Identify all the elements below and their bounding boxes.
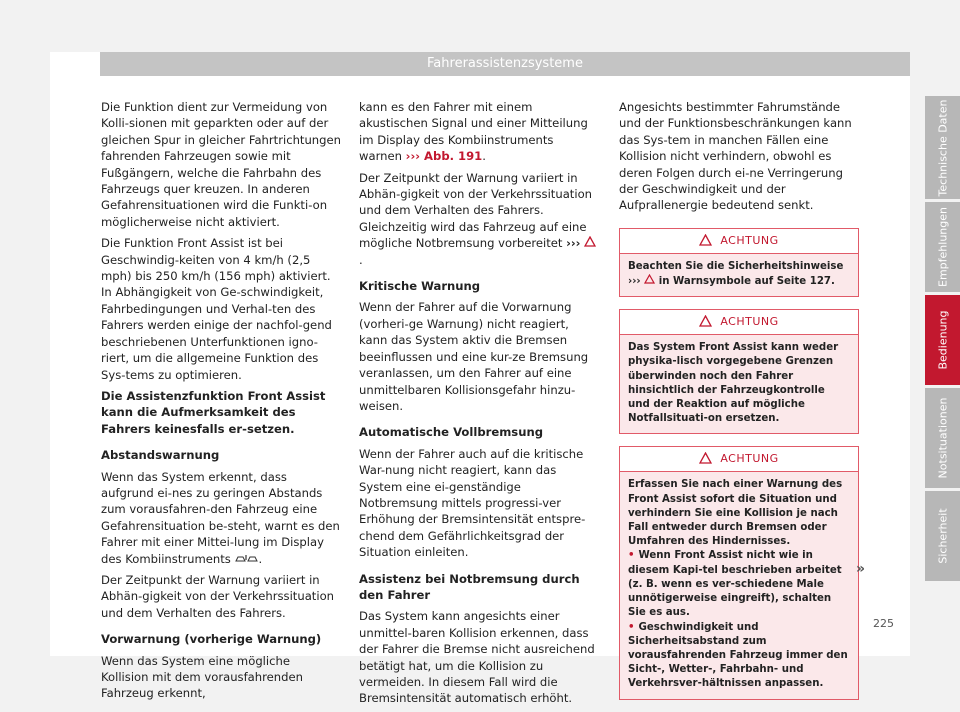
column-1	[101, 99, 341, 707]
manual-page	[50, 52, 949, 706]
warning-header	[620, 310, 858, 335]
tab-bedienung[interactable]: Bedienung	[925, 295, 960, 385]
distance-warning-icon	[235, 554, 259, 563]
warning-box	[619, 228, 859, 297]
section-heading: Vorwarnung (vorherige Warnung)	[101, 632, 322, 647]
warning-label: ACHTUNG	[720, 315, 779, 329]
bullet-item: • Wenn Front Assist nicht wie in diesem Kapi-tel beschrieben arbeitet (z. B. wenn es ver-schiedene Male unnötigerweise eingreift), schalten Sie es aus.	[628, 550, 842, 619]
warning-text	[620, 472, 858, 698]
bullet-icon: •	[628, 621, 635, 633]
continue-marker: »	[856, 561, 866, 577]
warning-header	[620, 229, 858, 254]
tab-notsituationen[interactable]: Notsituationen	[925, 388, 960, 488]
warning-triangle-icon	[699, 234, 712, 246]
paragraph: Die Funktion dient zur Vermeidung von Kolli-sionen mit geparkten oder auf der gleichen Spur in gleicher Fahrtrichtungen fahrenden Fahrzeugen sowie mit Fußgängern, welche die Fahrbahn des Fahrzeugs quer kreuzen. In anderen Gefahrensituationen wird die Funkti-on möglicherweise nicht aktiviert.	[101, 100, 341, 229]
section-heading: Kritische Warnung	[359, 279, 481, 294]
paragraph: Wenn der Fahrer auch auf die kritische War-nung nicht reagiert, kann das System eine ei-genständige Notbremsung mittels progressi-ver Erhöhung der Bremsintensität entspre-chend dem Gefährlichkeitsgrad der Situation einleiten.	[359, 446, 586, 560]
section-heading: Assistenz bei Notbremsung durch den Fahrer	[359, 571, 580, 602]
section-heading: Automatische Vollbremsung	[359, 425, 543, 440]
warning-label: ACHTUNG	[720, 452, 779, 466]
warning-paragraph: Erfassen Sie nach einer Warnung des Front Assist sofort die Situation und verhindern Sie eine Kollision je nach Fall entweder durch Bremsen oder Umfahren des Hindernisses.	[628, 479, 843, 548]
warning-triangle-icon	[699, 452, 712, 464]
paragraph: Die Funktion Front Assist ist bei Geschwindig-keiten von 4 km/h (2,5 mph) bis 250 km/h (156 mph) aktiviert. In Abhängigkeit von Ge-schwindigkeit, Fahrbedingungen und Verhal-ten des Fahrers werden einige der nachfol-gend beschriebenen Unterfunktionen igno-riert, um die allgemeine Funktion des Sys-tems zu optimieren.	[101, 236, 332, 382]
column-3	[619, 99, 859, 700]
page-number: 225	[873, 617, 894, 630]
reference-arrows: ›››	[628, 276, 641, 288]
warning-text: Beachten Sie die Sicherheitshinweise ››› in Warnsymbole auf Seite 127.	[628, 260, 844, 288]
bullet-icon: •	[628, 550, 635, 562]
warning-header	[620, 447, 858, 472]
tab-sicherheit[interactable]: Sicherheit	[925, 491, 960, 581]
paragraph: Der Zeitpunkt der Warnung variiert in Abhän-gigkeit von der Verkehrssituation und dem Verhalten des Fahrers. Gleichzeitig wird das Fahrzeug auf eine mögliche Notbremsung vorbereitet ››› .	[359, 170, 599, 268]
warning-label: ACHTUNG	[720, 233, 779, 247]
warning-triangle-icon	[699, 315, 712, 327]
paragraph: Der Zeitpunkt der Warnung variiert in Abhän-gigkeit von der Verkehrssituation und dem Verhalten des Fahrers.	[101, 572, 335, 620]
warning-triangle-icon	[584, 236, 596, 247]
paragraph: Wenn das System erkennt, dass aufgrund ei-nes zu geringen Abstands zum vorausfahren-den Fahrzeug eine Gefahrensituation be-steht, warnt es den Fahrer mit einer Mittei-lung im Display des Kombiinstruments .	[101, 469, 340, 566]
paragraph: Das System kann angesichts einer unmittel-baren Kollision erkennen, dass der Fahrer die Bremse nicht ausreichend betätigt hat, um die Kollision zu vermeiden. In diesem Fall wird die Bremsintensität automatisch erhöht.	[359, 609, 595, 706]
tab-technische-daten[interactable]: Technische Daten	[925, 96, 960, 199]
paragraph: Angesichts bestimmter Fahrumstände und der Funktionsbeschränkungen kann das Sys-tem in manchen Fällen eine Kollision nicht verhindern, obwohl es deren Folgen durch ei-ne Verringerung der Geschwindigkeit und der Aufprallenergie bedeutend senkt.	[619, 100, 852, 213]
emphasis-paragraph: Die Assistenzfunktion Front Assist kann die Aufmerksamkeit des Fahrers keinesfalls er-setzen.	[101, 388, 326, 436]
bullet-item: • Geschwindigkeit und Sicherheitsabstand zum vorausfahrenden Fahrzeug immer den Sicht-, Wetter-, Fahrbahn- und Verkehrsver-hältnissen anpassen.	[628, 621, 848, 690]
warning-triangle-icon	[644, 274, 655, 284]
column-2	[359, 99, 599, 712]
section-heading: Abstandswarnung	[101, 448, 220, 463]
tab-empfehlungen[interactable]: Empfehlungen	[925, 202, 960, 292]
paragraph: Wenn der Fahrer auf die Vorwarnung (vorheri-ge Warnung) nicht reagiert, kann das System aktiv die Bremsen beeinflussen und eine kur-ze Bremsung veranlassen, um den Fahrer auf eine unmittelbaren Kollisionsgefahr hinzu-weisen.	[359, 300, 589, 413]
figure-reference-link[interactable]: ››› Abb. 191	[405, 149, 483, 164]
warning-box	[619, 446, 859, 699]
chapter-header: Fahrerassistenzsysteme	[100, 52, 910, 76]
paragraph: Wenn das System eine mögliche Kollision mit dem vorausfahrenden Fahrzeug erkennt,	[101, 653, 303, 701]
warning-box	[619, 309, 859, 434]
warning-text: Das System Front Assist kann weder physika-lisch vorgegebene Grenzen überwinden noch den Fahrer hinsichtlich der Fahrzeugkontrolle und der Reaktion auf mögliche Notfallsituati-on ersetzen.	[628, 342, 839, 425]
section-tabs	[920, 52, 960, 656]
reference-arrows: ›››	[566, 236, 581, 251]
paragraph: kann es den Fahrer mit einem akustischen Signal und einer Mitteilung im Display des Kombiinstruments warnen ››› Abb. 191.	[359, 100, 588, 164]
